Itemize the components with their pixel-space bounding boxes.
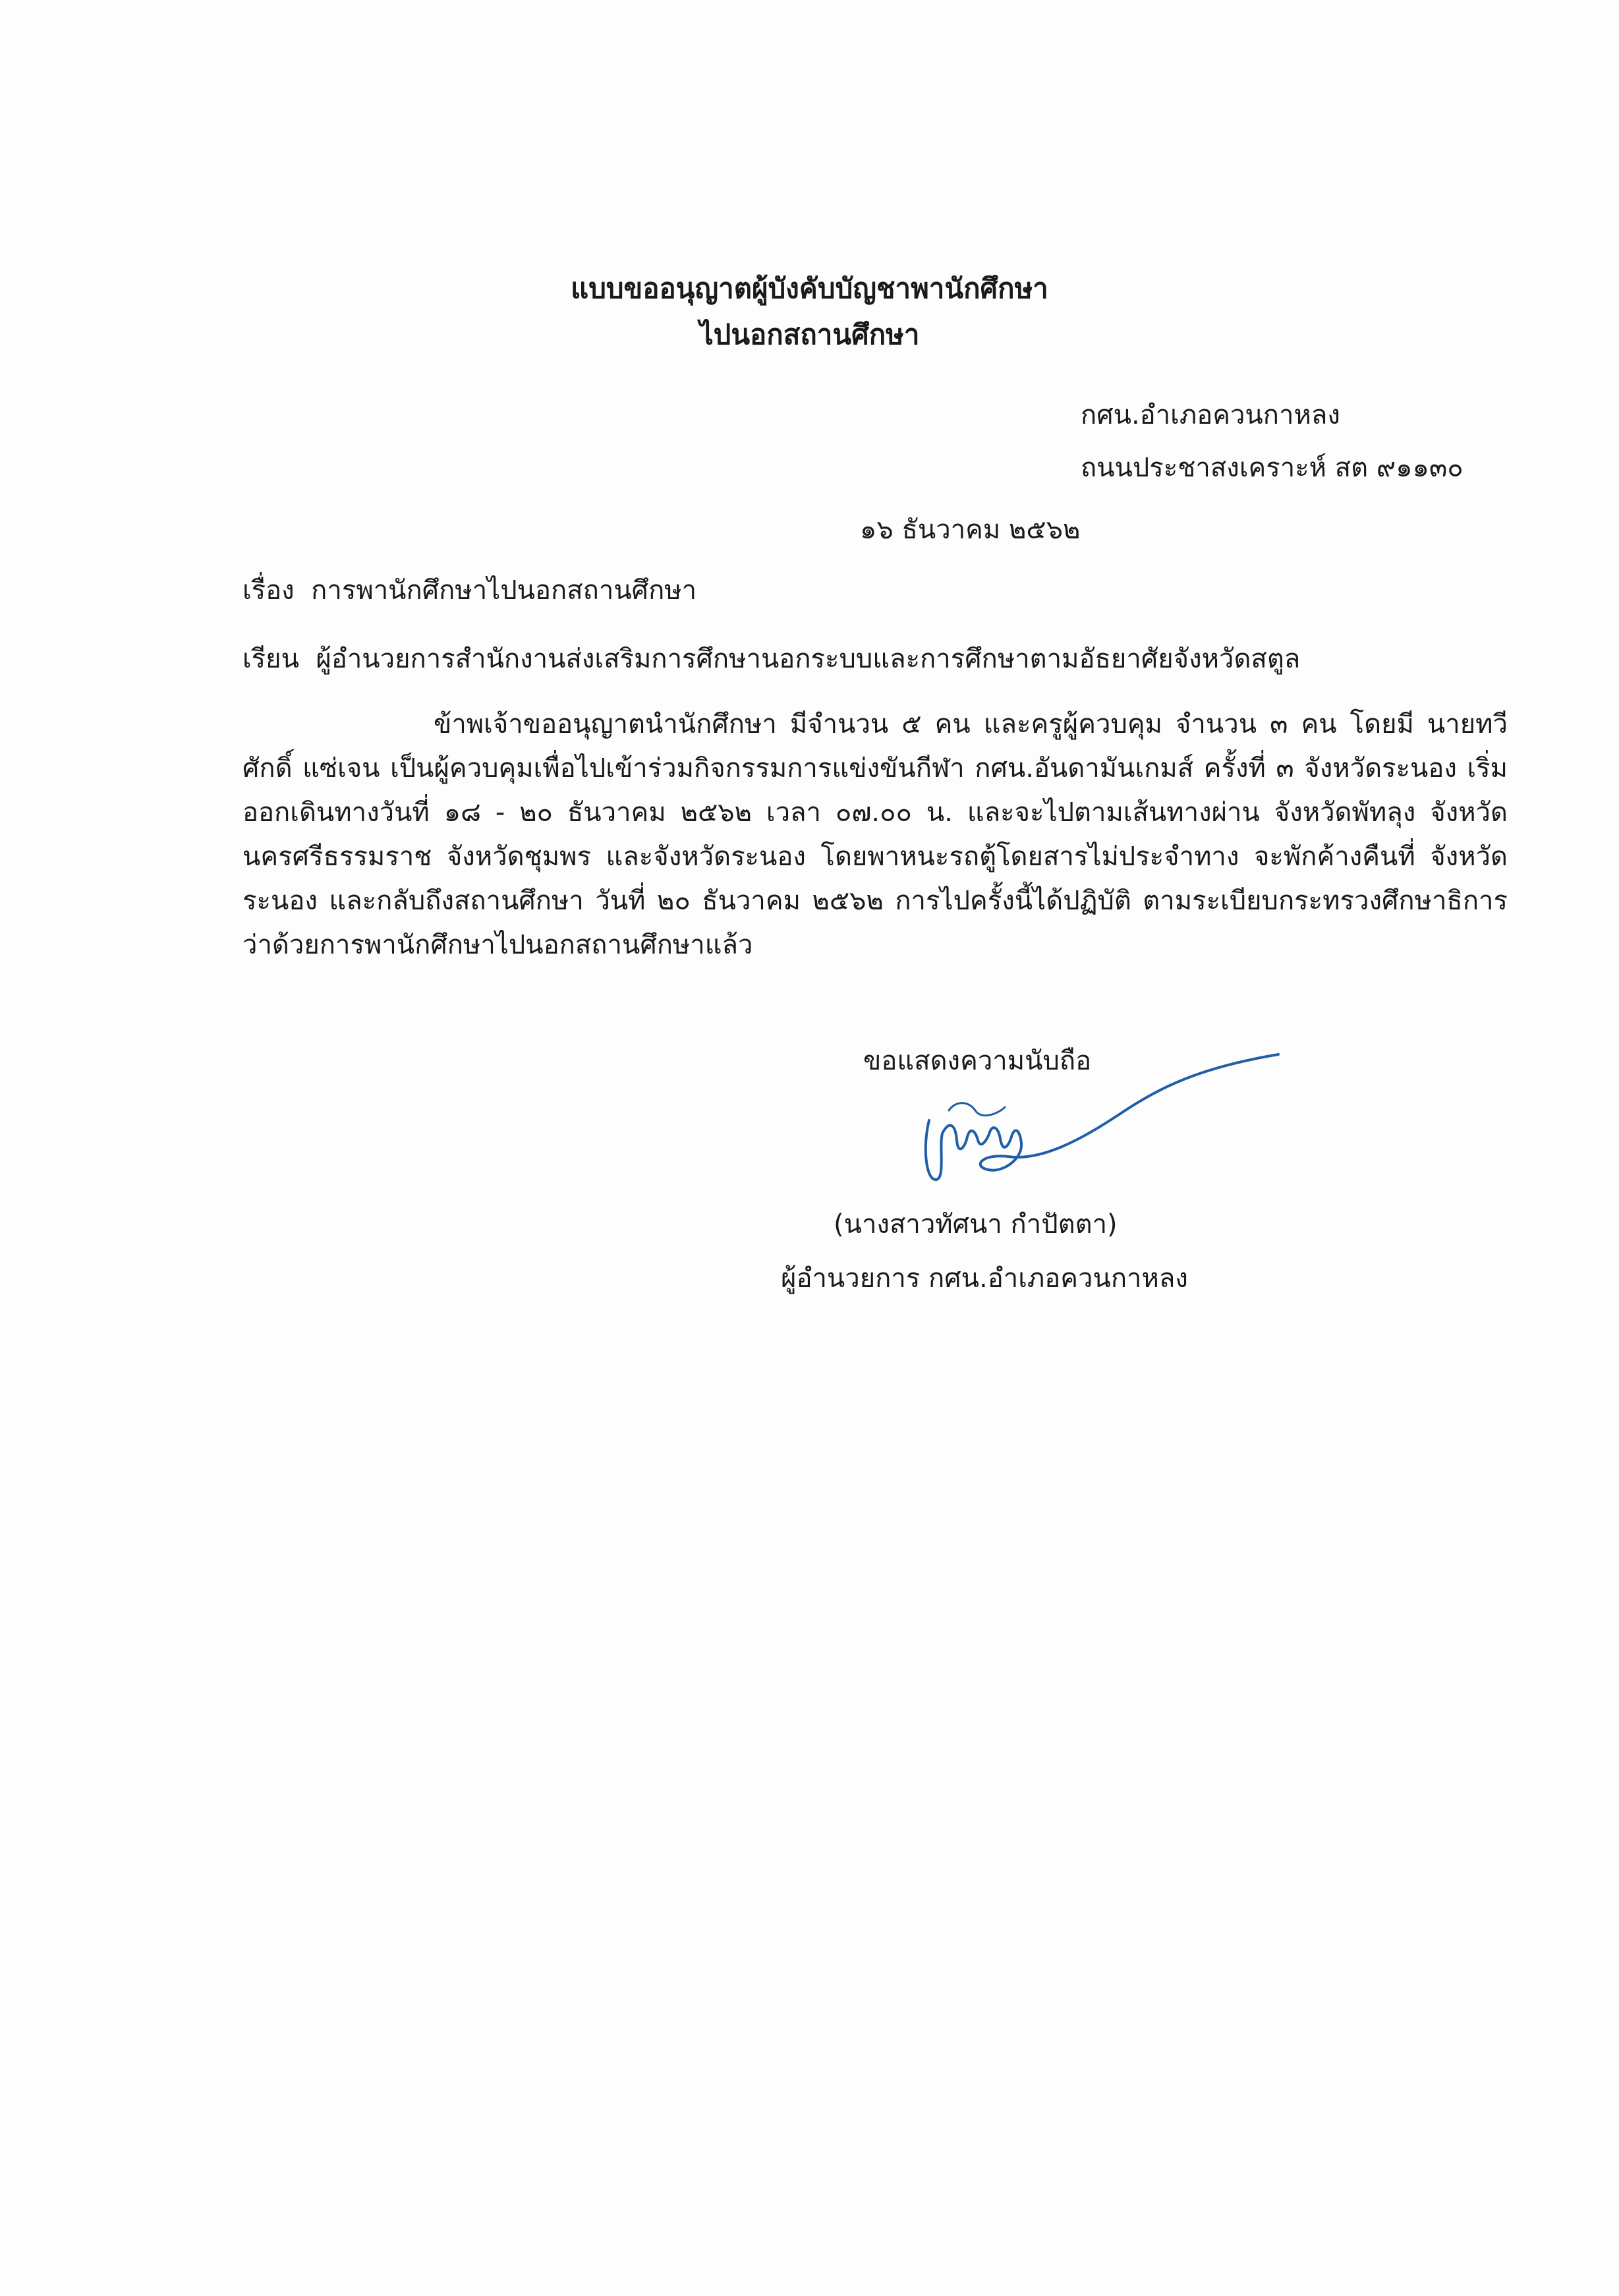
document-title-line2: ไปนอกสถานศึกษา (699, 318, 920, 351)
document-date: ๑๖ ธันวาคม ๒๕๖๒ (860, 515, 1081, 545)
subject-label: เรื่อง (242, 575, 295, 606)
handwritten-signature (909, 1048, 1292, 1206)
sender-office: กศน.อำเภอควนกาหลง (1081, 400, 1340, 430)
recipient-label: เรียน (242, 644, 299, 674)
document-title-line1: แบบขออนุญาตผู้บังคับบัญชาพานักศึกษา (571, 272, 1048, 304)
subject-text: การพานักศึกษาไปนอกสถานศึกษา (311, 575, 697, 606)
signer-position: ผู้อำนวยการ กศน.อำเภอควนกาหลง (781, 1263, 1188, 1294)
body-text: ข้าพเจ้าขออนุญาตนำนักศึกษา มีจำนวน ๕ คน และครูผู้ควบคุม จำนวน ๓ คน โดยมี นายทวีศักดิ์ แซ่เจน เป็นผู้ควบคุมเพื่อไปเข้าร่วมกิจกรรมการแข่งขันกีฬา กศน.อันดามันเกมส์ ครั้งที่ ๓ จังหวัดระนอง เริ่มออกเดินทางวันที่ ๑๘ - ๒๐ ธันวาคม ๒๕๖๒ เวลา ๐๗.๐๐ น. และจะไปตามเส้นทางผ่าน จังหวัดพัทลุง จังหวัดนครศรีธรรมราช จังหวัดชุมพร และจังหวัดระนอง โดยพาหนะรถตู้โดยสารไม่ประจำทาง จะพักค้างคืนที่ จังหวัดระนอง และกลับถึงสถานศึกษา วันที่ ๒๐ ธันวาคม ๒๕๖๒ การไปครั้งนี้ได้ปฏิบัติ ตามระเบียบกระทรวงศึกษาธิการว่าด้วยการพานักศึกษาไปนอกสถานศึกษาแล้ว (242, 709, 1508, 960)
recipient-line (242, 641, 1300, 677)
closing-text: ขอแสดงความนับถือ (863, 1046, 1092, 1076)
subject-line (242, 572, 696, 609)
recipient-text: ผู้อำนวยการสำนักงานส่งเสริมการศึกษานอกระบบและการศึกษาตามอัธยาศัยจังหวัดสตูล (316, 644, 1301, 674)
signature-stroke (926, 1054, 1278, 1180)
sender-address: ถนนประชาสงเคราะห์ สต ๙๑๑๓๐ (1081, 453, 1463, 483)
signer-name: (นางสาวทัศนา กำปัตตา) (834, 1209, 1118, 1240)
body-paragraph (242, 703, 1508, 967)
signature-flourish (949, 1103, 1005, 1116)
